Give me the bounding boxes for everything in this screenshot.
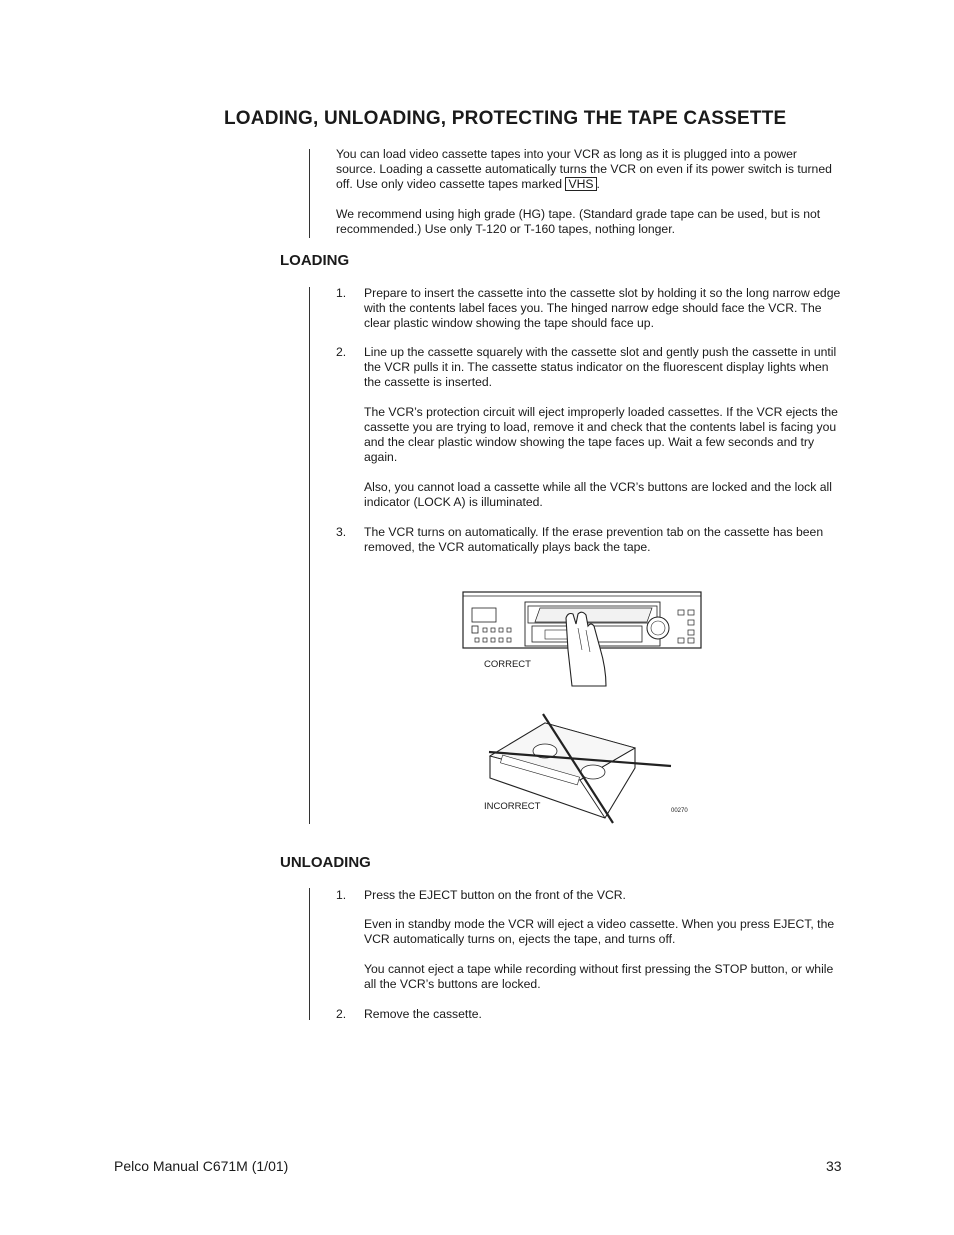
list-item: Remove the cassette. — [364, 1007, 482, 1021]
list-number: 3. — [336, 525, 347, 539]
change-bar — [309, 149, 310, 238]
list-subparagraph: You cannot eject a tape while recording without first pressing the STOP button, or while all the VCR’s buttons are locked. — [364, 962, 834, 991]
list-subparagraph: Also, you cannot load a cassette while all the VCR’s buttons are locked and the lock all indicator (LOCK A) is illuminated. — [364, 480, 832, 509]
list-subparagraph: The VCR’s protection circuit will eject improperly loaded cassettes. If the VCR ejects the cassette you are trying to load, remove it and check that the contents label is facing you and the clear plastic window showing the tape faces up. Wait a few seconds and try again. — [364, 405, 838, 464]
list-number: 1. — [336, 286, 347, 300]
vhs-mark: VHS — [565, 177, 596, 191]
list-number: 2. — [336, 345, 347, 359]
intro-paragraph-1 — [336, 147, 836, 192]
change-bar — [309, 888, 310, 1020]
correct-label: CORRECT — [484, 659, 531, 670]
list-subparagraph: Even in standby mode the VCR will eject a video cassette. When you press EJECT, the VCR automatically turns on, ejects the tape, and turns off. — [364, 917, 835, 946]
page-title: LOADING, UNLOADING, PROTECTING THE TAPE CASSETTE — [224, 108, 787, 129]
intro-text: You can load video cassette tapes into your VCR as long as it is plugged into a power source. Loading a cassette automatically turns the VCR on even if its power switch is turned off. Use only video cassette tapes marked — [336, 147, 832, 191]
intro-period: . — [596, 177, 600, 191]
figure-code: 00270 — [671, 808, 688, 814]
intro-paragraph-2: We recommend using high grade (HG) tape. (Standard grade tape can be used, but is not recommended.) Use only T-120 or T-160 tapes, nothing longer. — [336, 207, 821, 236]
list-item: Press the EJECT button on the front of the VCR. — [364, 888, 626, 902]
footer-manual: Pelco Manual C671M (1/01) — [114, 1158, 289, 1174]
list-number: 2. — [336, 1007, 347, 1021]
list-item: The VCR turns on automatically. If the erase prevention tab on the cassette has been removed, the VCR automatically plays back the tape. — [364, 525, 824, 554]
list-item: Line up the cassette squarely with the cassette slot and gently push the cassette in until the VCR pulls it in. The cassette status indicator on the fluorescent display lights when the cassette is inserted. — [364, 345, 837, 389]
list-number: 1. — [336, 888, 347, 902]
vcr-correct-illustration — [460, 588, 705, 690]
incorrect-label: INCORRECT — [484, 801, 541, 812]
change-bar — [309, 287, 310, 824]
loading-heading: LOADING — [280, 252, 350, 269]
unloading-heading: UNLOADING — [280, 854, 371, 871]
list-item: Prepare to insert the cassette into the cassette slot by holding it so the long narrow edge with the contents label faces you. The hinged narrow edge should face the VCR. The clear plastic window showing the tape should face up. — [364, 286, 841, 330]
page-number: 33 — [826, 1158, 842, 1174]
